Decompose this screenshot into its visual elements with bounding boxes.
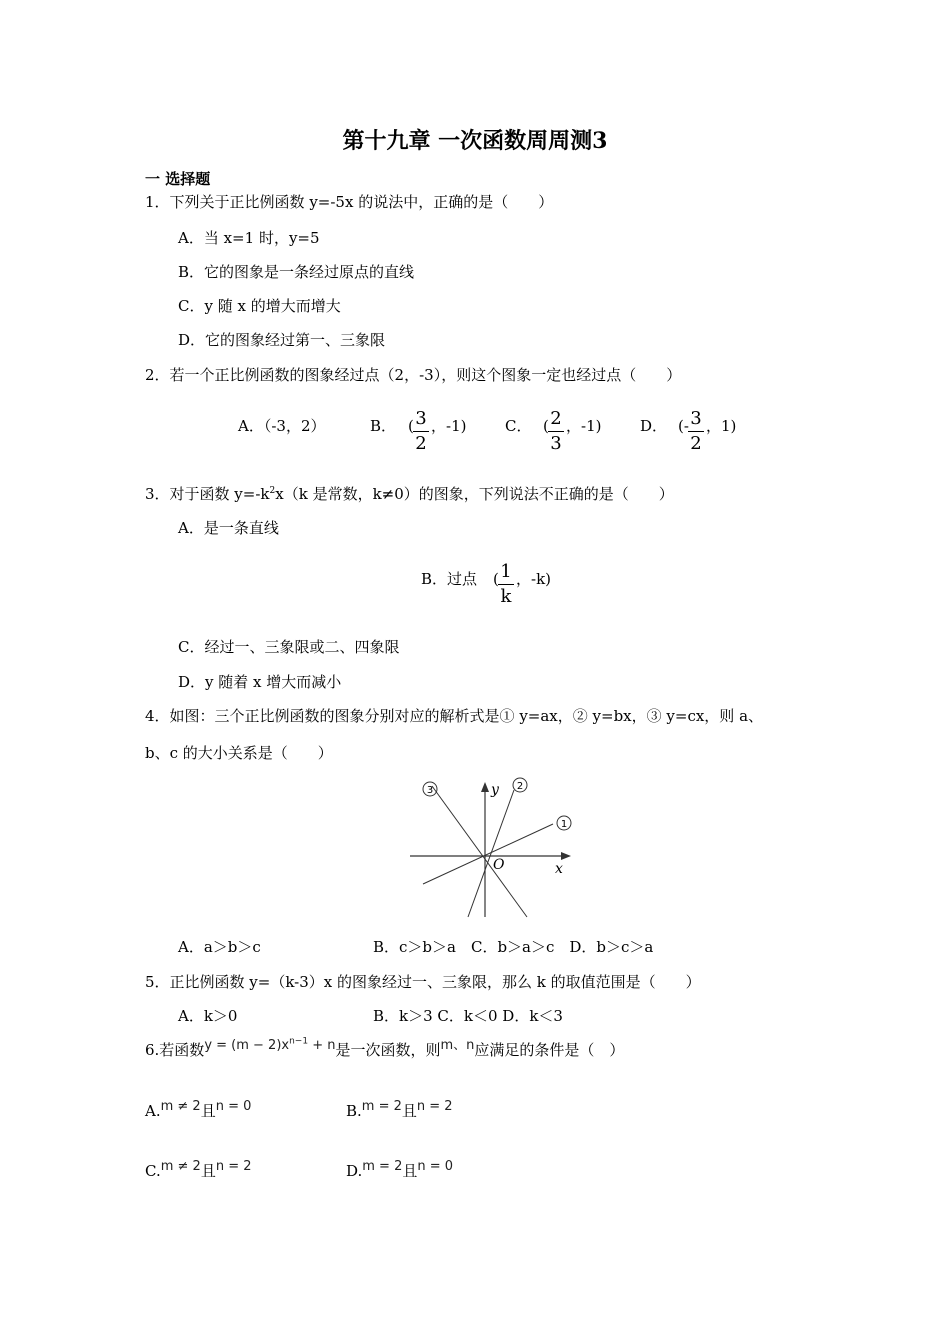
q2-stem: 2．若一个正比例函数的图象经过点（2，-3），则这个图象一定也经过点（ ） bbox=[145, 366, 682, 384]
q3-option-b-rest: ，-k) bbox=[516, 570, 552, 588]
q2-option-b-paren: ( bbox=[408, 417, 414, 435]
q3-stem bbox=[145, 487, 674, 502]
q4-stem-line1: 4．如图：三个正比例函数的图象分别对应的解析式是① y=ax，② y=bx，③ y=cx，则 a、 bbox=[145, 707, 764, 725]
q6-option-c-m: m ≠ 2 bbox=[160, 1159, 201, 1174]
y-axis-arrow bbox=[481, 782, 489, 792]
q3-stem-post: x（k 是常数，k≠0）的图象，下列说法不正确的是（ ） bbox=[275, 485, 674, 503]
q2-option-b-label: B． bbox=[370, 417, 397, 435]
q3-option-c: C．经过一、三象限或二、四象限 bbox=[178, 638, 400, 656]
q6-option-a-label: A. bbox=[145, 1102, 161, 1120]
fraction-numerator: 3 bbox=[415, 408, 427, 429]
q1-stem: 1．下列关于正比例函数 y=-5x 的说法中，正确的是（ ） bbox=[145, 193, 554, 211]
q6-stem-post: 应满足的条件是（ ） bbox=[474, 1041, 625, 1059]
q4-options-bcd: B．c＞b＞a C．b＞a＞c D．b＞c＞a bbox=[373, 938, 654, 956]
y-axis-label: y bbox=[491, 782, 499, 798]
q2-option-c-rest: ，-1) bbox=[566, 417, 602, 435]
q6-option-b-label: B. bbox=[346, 1102, 362, 1120]
q2-option-b-fraction bbox=[413, 408, 429, 455]
q6-stem-pre: 6.若函数 bbox=[145, 1041, 205, 1059]
q6-option-a-n: n = 0 bbox=[215, 1099, 252, 1114]
page-title: 第十九章 一次函数周周测3 bbox=[342, 128, 608, 154]
q6-option-c bbox=[145, 1159, 252, 1180]
q1-option-a: A．当 x=1 时，y=5 bbox=[178, 229, 320, 247]
q2-option-d-rest: ，1) bbox=[706, 417, 737, 435]
q6-formula-base: y = (m − 2)x bbox=[204, 1038, 290, 1053]
q6-stem bbox=[145, 1036, 625, 1059]
q6-option-d-n: n = 0 bbox=[417, 1159, 454, 1174]
q2-option-a: A．（-3，2） bbox=[238, 417, 326, 435]
q6-option-a-and: 且 bbox=[200, 1102, 216, 1120]
q4-option-a: A．a＞b＞c bbox=[178, 938, 261, 956]
q6-option-d-m: m = 2 bbox=[362, 1159, 403, 1174]
line-2-label: 2 bbox=[516, 781, 524, 792]
fraction-bar bbox=[413, 431, 429, 432]
q6-option-c-n: n = 2 bbox=[215, 1159, 252, 1174]
fraction-bar bbox=[688, 431, 704, 432]
q3-stem-pre: 3．对于函数 y=-k bbox=[145, 485, 270, 503]
q6-option-a-m: m ≠ 2 bbox=[160, 1099, 201, 1114]
q6-option-b bbox=[346, 1099, 453, 1120]
q4-stem-line2: b、c 的大小关系是（ ） bbox=[145, 744, 333, 762]
fraction-bar bbox=[548, 431, 564, 432]
x-axis-label: x bbox=[555, 861, 563, 877]
q1-option-b: B．它的图象是一条经过原点的直线 bbox=[178, 263, 415, 281]
q6-option-c-and: 且 bbox=[200, 1162, 216, 1180]
q6-formula-exponent: n−1 bbox=[289, 1036, 309, 1047]
q2-option-c-paren: ( bbox=[543, 417, 549, 435]
q2-option-d-paren: (- bbox=[678, 417, 689, 435]
fraction-denominator: k bbox=[500, 586, 512, 607]
origin-label: O bbox=[493, 857, 505, 873]
q3-option-a: A．是一条直线 bbox=[178, 519, 279, 537]
q3-stem-exponent: 2 bbox=[269, 486, 276, 496]
line-3 bbox=[432, 786, 527, 917]
q1-option-d: D．它的图象经过第一、三象限 bbox=[178, 331, 386, 349]
line-1 bbox=[423, 824, 553, 884]
q2-option-d-fraction bbox=[688, 408, 704, 455]
fraction-numerator: 2 bbox=[550, 408, 562, 429]
q3-option-b-fraction bbox=[498, 561, 514, 608]
fraction-denominator: 2 bbox=[415, 433, 427, 454]
fraction-numerator: 3 bbox=[690, 408, 702, 429]
q6-option-b-and: 且 bbox=[401, 1102, 417, 1120]
q5-option-a: A．k＞0 bbox=[178, 1007, 238, 1025]
q6-option-c-label: C. bbox=[145, 1162, 161, 1180]
q6-option-d-label: D. bbox=[346, 1162, 363, 1180]
q5-options-bcd: B．k＞3 C．k＜0 D．k＜3 bbox=[373, 1007, 563, 1025]
q6-stem-mid: 是一次函数，则 bbox=[335, 1041, 441, 1059]
q6-option-d bbox=[346, 1159, 454, 1180]
section-heading: 一 选择题 bbox=[145, 170, 211, 188]
fraction-denominator: 3 bbox=[550, 433, 562, 454]
q6-option-b-n: n = 2 bbox=[416, 1099, 453, 1114]
fraction-numerator: 1 bbox=[500, 561, 512, 582]
q6-option-b-m: m = 2 bbox=[361, 1099, 402, 1114]
x-axis-arrow bbox=[561, 852, 571, 860]
q2-option-c-fraction bbox=[548, 408, 564, 455]
q6-option-a bbox=[145, 1099, 252, 1120]
q6-formula-tail: + n bbox=[308, 1038, 336, 1053]
q5-stem: 5．正比例函数 y=（k-3）x 的图象经过一、三象限，那么 k 的取值范围是（ ） bbox=[145, 973, 701, 991]
line-2 bbox=[468, 790, 514, 917]
q2-option-d-label: D． bbox=[640, 417, 668, 435]
line-3-label: 3 bbox=[426, 785, 434, 796]
fraction-denominator: 2 bbox=[690, 433, 702, 454]
q6-vars: m、n bbox=[440, 1038, 475, 1053]
q6-formula bbox=[204, 1038, 335, 1053]
fraction-bar bbox=[498, 584, 514, 585]
q4-function-graph bbox=[405, 772, 580, 920]
q6-option-d-and: 且 bbox=[402, 1162, 418, 1180]
q3-option-d: D．y 随着 x 增大而减小 bbox=[178, 673, 342, 691]
q2-option-c-label: C． bbox=[505, 417, 532, 435]
q1-option-c: C．y 随 x 的增大而增大 bbox=[178, 297, 341, 315]
q3-option-b-label: B．过点 bbox=[421, 570, 478, 588]
q2-option-b-rest: ，-1) bbox=[431, 417, 467, 435]
line-1-label: 1 bbox=[560, 819, 568, 830]
q3-option-b-paren: ( bbox=[493, 570, 499, 588]
